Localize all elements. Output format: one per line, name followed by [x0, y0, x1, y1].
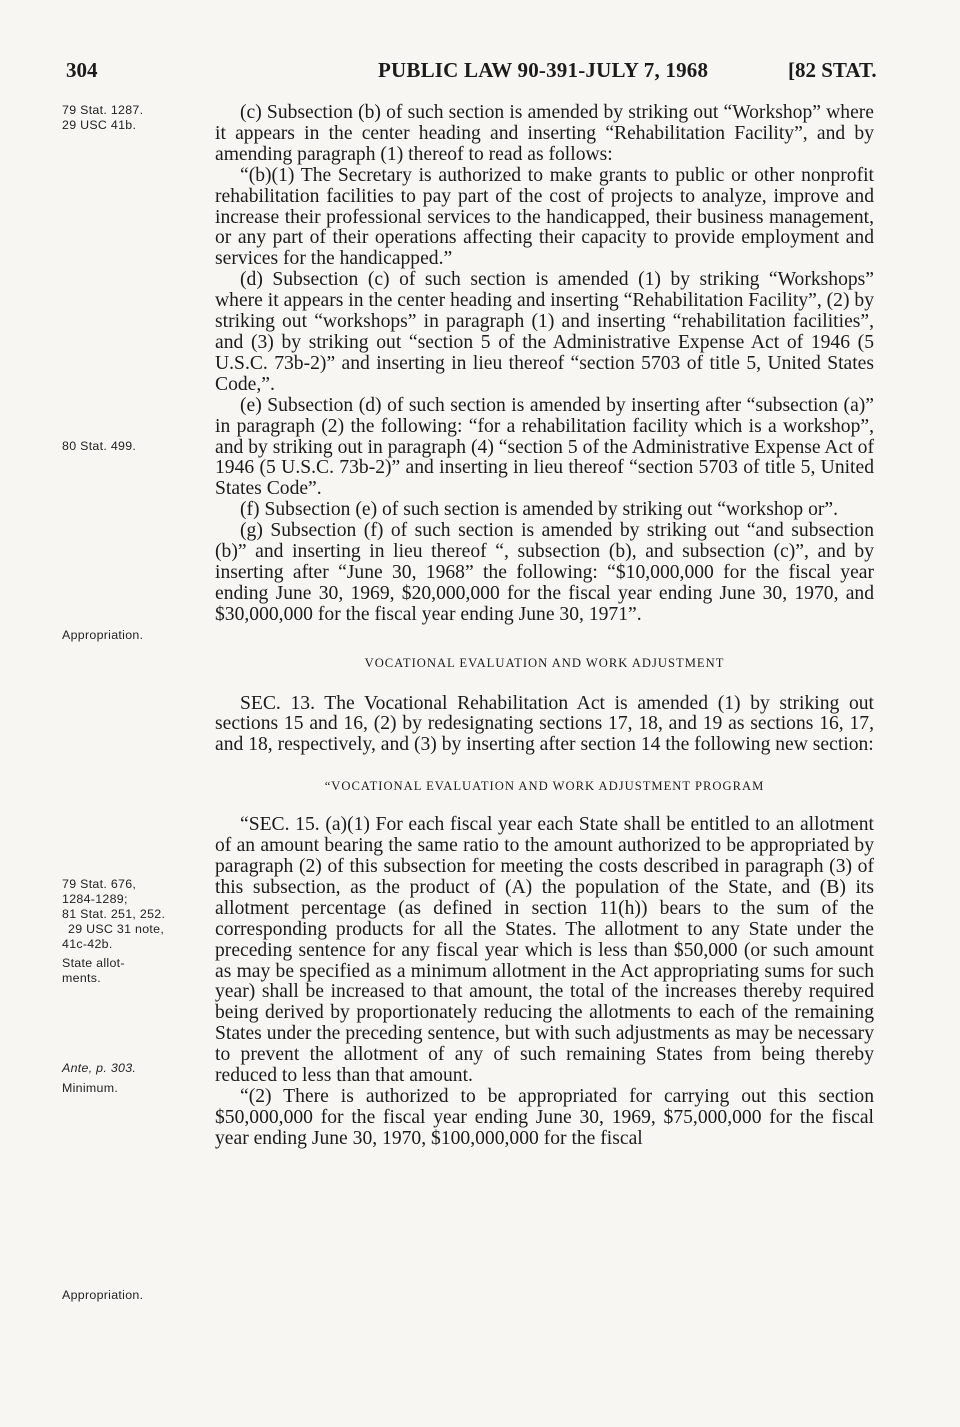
margin-line: 1284-1289; [62, 892, 128, 906]
paragraph-b1: “(b)(1) The Secretary is authorized to make grants to public or other nonprofit rehabilitation facilities to pay part of the cost of projects to analyze, improve and increase their professional services to the handicapped, their business management, or any part of their operations affecting their capacity to provide employment and services for the handicapped.” [215, 164, 874, 270]
margin-note-ante [62, 1061, 202, 1076]
margin-line: 79 Stat. 676, [62, 877, 137, 891]
paragraph-e: (e) Subsection (d) of such section is amended by inserting after “subsection (a)” in paragraph (2) the following: “for a rehabilitation facility which is a workshop”, and by striking out in paragraph (4) “section 5 of the Administrative Expense Act of 1946 (5 U.S.C. 73b-2)” and inserting in lieu thereof “section 5703 of title 5, United States Code”. [215, 394, 874, 500]
margin-line: Minimum. [62, 1081, 119, 1095]
paragraph-sec15a: “SEC. 15. (a)(1) For each fiscal year each State shall be entitled to an allotment of an amount bearing the same ratio to the amount authorized to be appropriated by paragraph (2) of this subsection for meeting the costs described in paragraph (3) of this subsection, as the product of (A) the population of the State, and (B) its allotment percentage (as defined in section 11(h)) bears to the sum of the corresponding products for all the States. The allotment to any State under the preceding sentence for any fiscal year which is less than $50,000 (or such amount as may be specified as a minimum allotment in the Act appropriating sums for such year) shall be increased to that amount, the total of the increases thereby required being derived by proportionately reducing the allotments to each of the remaining States under the preceding sentence, but with such adjustments as may be necessary to prevent the allotment of any of such remaining States from being thereby reduced to less than that amount. [215, 814, 874, 1087]
margin-line: ments. [62, 971, 101, 985]
margin-line: State allot- [62, 956, 125, 970]
paragraph-c: (c) Subsection (b) of such section is amended by striking out “Workshop” where it appears in the center heading and inserting “Rehabilitation Facility”, and by amending paragraph (1) thereof to read as follows: [215, 102, 874, 165]
margin-line: 29 USC 31 note, [68, 922, 165, 936]
margin-line: Appropriation. [62, 1288, 144, 1302]
margin-line: 79 Stat. 1287. [62, 103, 144, 117]
program-heading: “VOCATIONAL EVALUATION AND WORK ADJUSTMENT PROGRAM [324, 779, 765, 794]
paragraph-d: (d) Subsection (c) of such section is amended (1) by striking “Workshops” where it appears in the center heading and inserting “Rehabilitation Facility”, (2) by striking out “workshops” in paragraph (1) and inserting “rehabilitation facilities”, and (3) by striking out “section 5 of the Administrative Expense Act of 1946 (5 U.S.C. 73b-2)” and inserting in lieu thereof “section 5703 of title 5, United States Code,”. [215, 269, 874, 395]
margin-note-stat-499 [62, 439, 202, 454]
stat-volume: [82 STAT. [788, 58, 877, 82]
page-number: 304 [66, 58, 98, 82]
margin-line: 80 Stat. 499. [62, 439, 137, 453]
running-title: PUBLIC LAW 90-391-JULY 7, 1968 [378, 58, 709, 82]
margin-note-minimum [62, 1081, 202, 1096]
paragraph-sec13: SEC. 13. The Vocational Rehabilitation Act is amended (1) by striking out sections 15 and 16, (2) by redesignating sections 17, 18, and 19 as sections 16, 17, and 18, respectively, and (3) by inserting after section 14 the following new section: [215, 692, 874, 756]
margin-note-appropriation-1 [62, 628, 202, 643]
paragraph-g: (g) Subsection (f) of such section is amended by striking out “and subsection (b)” and inserting in lieu thereof “, subsection (b), and subsection (c)”, and by inserting after “June 30, 1968” the following: “$10,000,000 for the fiscal year ending June 30, 1969, $20,000,000 for the fiscal year ending June 30, 1970, and $30,000,000 for the fiscal year ending June 30, 1971”. [215, 520, 874, 625]
body-text [215, 103, 874, 1150]
margin-line: Appropriation. [62, 628, 144, 642]
margin-note-stat-1287 [62, 103, 202, 133]
margin-note-stat-676 [62, 877, 202, 952]
margin-note-appropriation-2 [62, 1288, 202, 1303]
paragraph-sec15a2: “(2) There is authorized to be appropriated for carrying out this section $50,000,000 for the fiscal year ending June 30, 1969, $75,000,000 for the fiscal year ending June 30, 1970, $100,000,000 for the fiscal [215, 1085, 874, 1149]
margin-line: 29 USC 41b. [62, 118, 137, 132]
section-heading: VOCATIONAL EVALUATION AND WORK ADJUSTMENT [364, 655, 725, 670]
page-header [0, 52, 960, 92]
margin-line: Ante, p. 303. [62, 1061, 137, 1075]
margin-line: 41c-42b. [62, 937, 113, 951]
margin-line: 81 Stat. 251, 252. [62, 907, 166, 921]
paragraph-f: (f) Subsection (e) of such section is amended by striking out “workshop or”. [240, 499, 839, 521]
margin-note-state-allotments [62, 956, 202, 986]
